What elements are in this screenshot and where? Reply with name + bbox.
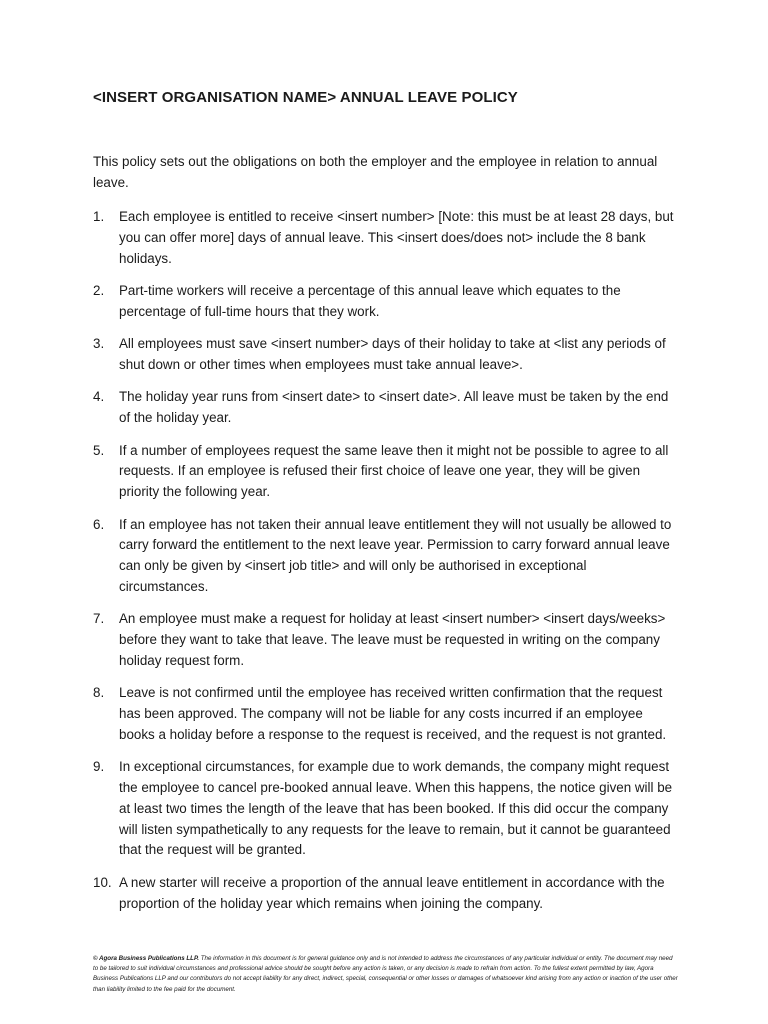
list-item-number: 5. xyxy=(93,442,105,458)
document-title: <INSERT ORGANISATION NAME> ANNUAL LEAVE POLICY xyxy=(93,89,518,106)
policy-list xyxy=(93,207,678,926)
list-item xyxy=(93,334,678,376)
list-item-number: 4. xyxy=(93,389,105,405)
list-item xyxy=(93,609,678,671)
list-item xyxy=(93,683,678,745)
footer-copyright: © Agora Business Publications LLP. xyxy=(93,955,199,962)
list-item-text: Leave is not confirmed until the employee has received written confirmation that the request has been approved. The company will not be liable for any costs incurred if an employee books a holiday before a response to the request is received, and the request is not granted. xyxy=(119,685,667,742)
list-item xyxy=(93,441,678,503)
list-item-text: Each employee is entitled to receive <insert number> [Note: this must be at least 28 days, but you can offer more] days of annual leave. This <insert does/does not> include the 8 bank holidays. xyxy=(119,209,674,266)
list-item-number: 8. xyxy=(93,685,105,701)
list-item xyxy=(93,281,678,323)
footer-disclaimer xyxy=(93,954,679,995)
list-item-text: If an employee has not taken their annual leave entitlement they will not usually be allowed to carry forward the entitlement to the next leave year. Permission to carry forward annual leave can only be given by <insert job title> and will only be authorised in exceptional circumstances. xyxy=(119,516,672,594)
list-item-number: 7. xyxy=(93,611,105,627)
list-item-number: 10. xyxy=(93,874,112,890)
list-item-text: Part-time workers will receive a percentage of this annual leave which equates to the percentage of full-time hours that they work. xyxy=(119,282,621,319)
list-item xyxy=(93,515,678,598)
list-item-text: The holiday year runs from <insert date> to <insert date>. All leave must be taken by the end of the holiday year. xyxy=(119,389,669,426)
list-item-number: 3. xyxy=(93,336,105,352)
footer-disclaimer-text: The information in this document is for general guidance only and is not intended to address the circumstances of any particular individual or entity. The document may need to be tailored to suit individual circumstances and professional advice should be sought before any action is taken, or any decision is made to refrain from action. To the fullest extent permitted by law, Agora Business Publications LLP and our contributors do not accept liability for any direct, indirect, special, consequential or other losses or damages of whatsoever kind arising from any action or inaction of the user other than liability limited to the fee paid for the document. xyxy=(93,955,678,993)
list-item-number: 6. xyxy=(93,516,105,532)
list-item-text: If a number of employees request the same leave then it might not be possible to agree to all requests. If an employee is refused their first choice of leave one year, they will be given priority the following year. xyxy=(119,442,669,500)
list-item-text: All employees must save <insert number> days of their holiday to take at <list any periods of shut down or other times when employees must take annual leave>. xyxy=(119,336,666,372)
intro-paragraph: This policy sets out the obligations on both the employer and the employee in relation to annual leave. xyxy=(93,154,658,190)
list-item-number: 1. xyxy=(93,209,105,224)
list-item xyxy=(93,873,678,915)
list-item-text: An employee must make a request for holiday at least <insert number> <insert days/weeks> before they want to take that leave. The leave must be requested in writing on the company holiday request form. xyxy=(119,611,666,668)
list-item xyxy=(93,207,678,269)
list-item-number: 2. xyxy=(93,282,105,298)
list-item xyxy=(93,757,678,861)
list-item-number: 9. xyxy=(93,759,105,775)
list-item-text: In exceptional circumstances, for example due to work demands, the company might request the employee to cancel pre-booked annual leave. When this happens, the notice given will be at least two times the length of the leave that has been booked. If this did occur the company will listen sympathetically to any requests for the leave to remain, but it cannot be guaranteed that the request will be granted. xyxy=(119,759,673,858)
list-item xyxy=(93,387,678,429)
list-item-text: A new starter will receive a proportion of the annual leave entitlement in accordance with the proportion of the holiday year which remains when joining the company. xyxy=(119,874,665,911)
